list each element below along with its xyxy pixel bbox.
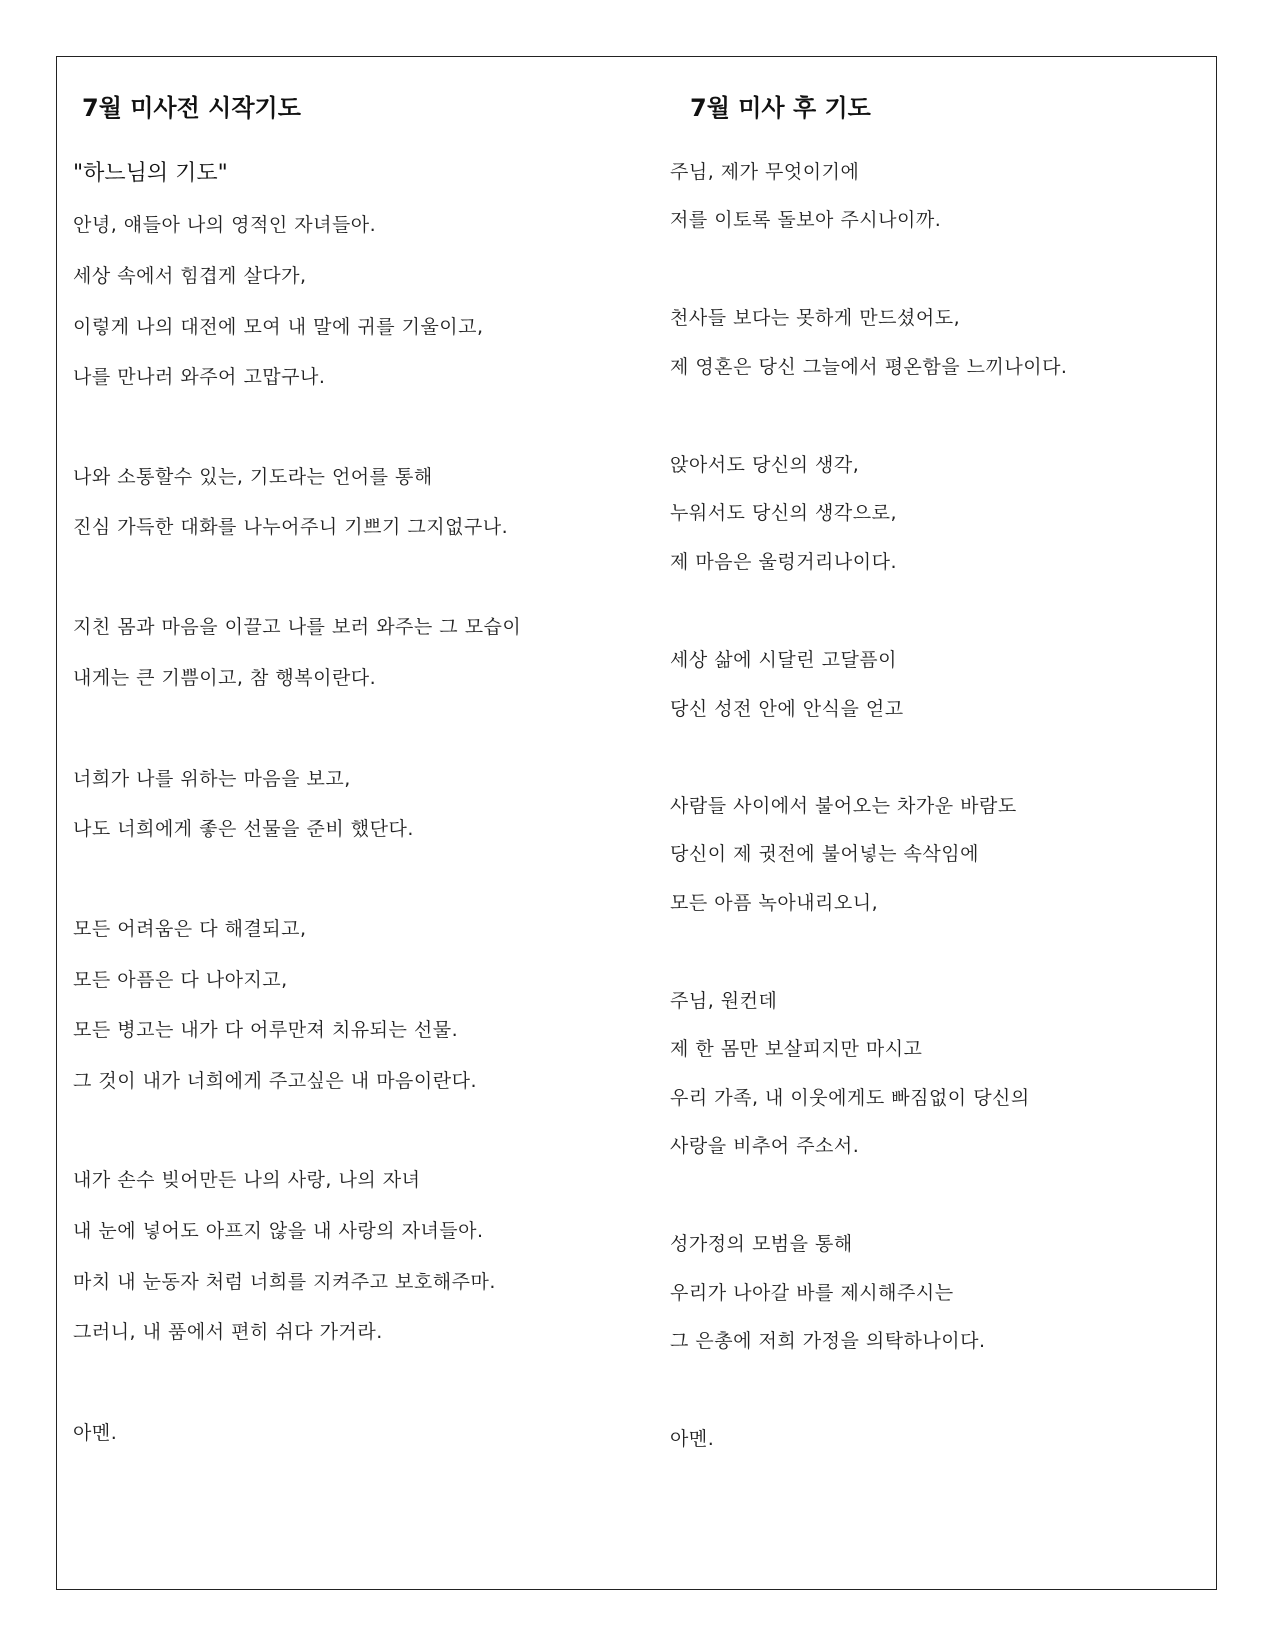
- right-line: 사람들 사이에서 불어오는 차가운 바람도: [670, 795, 1017, 817]
- right-line: 모든 아픔 녹아내리오니,: [670, 892, 879, 914]
- right-line: 우리가 나아갈 바를 제시해주시는: [670, 1282, 954, 1304]
- left-line: 나도 너희에게 좋은 선물을 준비 했단다.: [73, 818, 414, 840]
- left-line: 너희가 나를 위하는 마음을 보고,: [73, 768, 351, 790]
- left-line: 세상 속에서 힘겹게 살다가,: [73, 265, 307, 287]
- left-line: 모든 아픔은 다 나아지고,: [73, 969, 288, 991]
- left-line: 안녕, 얘들아 나의 영적인 자녀들아.: [73, 214, 377, 236]
- right-title: 7월 미사 후 기도: [690, 94, 871, 122]
- left-line: 내게는 큰 기쁨이고, 참 행복이란다.: [73, 667, 377, 689]
- right-line: 저를 이토록 돌보아 주시나이까.: [670, 209, 942, 231]
- right-line: 사랑을 비추어 주소서.: [670, 1135, 860, 1157]
- left-line: 이렇게 나의 대전에 모여 내 말에 귀를 기울이고,: [73, 316, 484, 338]
- right-line: 천사들 보다는 못하게 만드셨어도,: [670, 307, 961, 329]
- right-line-amen: 아멘.: [670, 1428, 715, 1450]
- right-line: 세상 삶에 시달린 고달픔이: [670, 649, 898, 671]
- left-line: 내가 손수 빚어만든 나의 사랑, 나의 자녀: [73, 1169, 421, 1191]
- right-line: 주님, 원컨데: [670, 990, 778, 1012]
- left-line: 진심 가득한 대화를 나누어주니 기쁘기 그지없구나.: [73, 516, 509, 538]
- left-line-amen: 아멘.: [73, 1422, 118, 1444]
- right-line: 제 한 몸만 보살피지만 마시고: [670, 1038, 923, 1060]
- right-line: 성가정의 모범을 통해: [670, 1233, 853, 1255]
- left-line: 그 것이 내가 너희에게 주고싶은 내 마음이란다.: [73, 1070, 478, 1092]
- left-subtitle: "하느님의 기도": [73, 161, 228, 186]
- right-line: 앉아서도 당신의 생각,: [670, 454, 860, 476]
- right-line: 당신이 제 귓전에 불어넣는 속삭임에: [670, 843, 979, 865]
- right-line: 당신 성전 안에 안식을 얻고: [670, 698, 904, 720]
- left-line: 그러니, 내 품에서 편히 쉬다 가거라.: [73, 1321, 383, 1343]
- left-line: 모든 병고는 내가 다 어루만져 치유되는 선물.: [73, 1019, 459, 1041]
- left-line: 모든 어려움은 다 해결되고,: [73, 918, 307, 940]
- left-title: 7월 미사전 시작기도: [82, 94, 301, 122]
- right-line: 제 마음은 울렁거리나이다.: [670, 551, 898, 573]
- right-line: 그 은총에 저희 가정을 의탁하나이다.: [670, 1330, 986, 1352]
- left-line: 지친 몸과 마음을 이끌고 나를 보러 와주는 그 모습이: [73, 616, 522, 638]
- left-line: 나와 소통할수 있는, 기도라는 언어를 통해: [73, 466, 433, 488]
- right-line: 누워서도 당신의 생각으로,: [670, 502, 898, 524]
- left-line: 마치 내 눈동자 처럼 너희를 지켜주고 보호해주마.: [73, 1271, 496, 1293]
- left-line: 나를 만나러 와주어 고맙구나.: [73, 366, 326, 388]
- left-line: 내 눈에 넣어도 아프지 않을 내 사랑의 자녀들아.: [73, 1220, 484, 1242]
- right-line: 제 영혼은 당신 그늘에서 평온함을 느끼나이다.: [670, 356, 1068, 378]
- right-line: 우리 가족, 내 이웃에게도 빠짐없이 당신의: [670, 1087, 1030, 1109]
- right-line: 주님, 제가 무엇이기에: [670, 161, 860, 183]
